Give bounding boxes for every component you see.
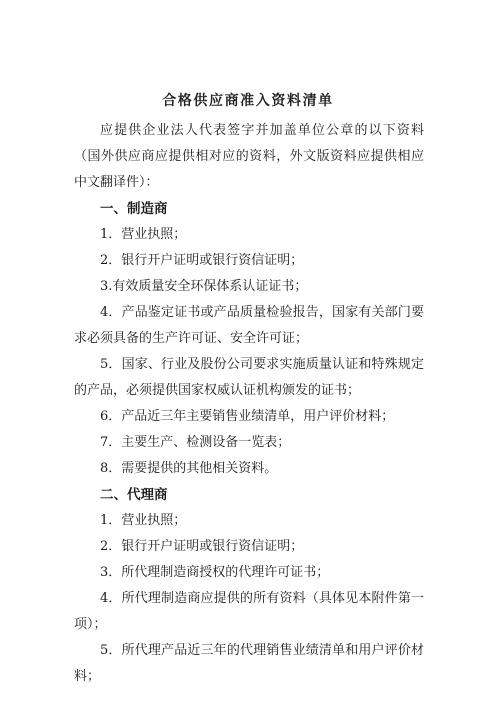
agent-item: 1．营业执照； — [100, 513, 187, 528]
intro-paragraph: 应提供企业法人代表签字并加盖单位公章的以下资料（国外供应商应提供相对应的资料，外文版资料应提供相应中文翻译件）： — [74, 123, 424, 190]
agent-item: 4．所代理制造商应提供的所有资料（具体见本附件第一项）； — [74, 591, 424, 632]
agent-item: 3．所代理制造商授权的代理许可证书； — [100, 565, 330, 580]
manufacturer-item: 4．产品鉴定证书或产品质量检验报告，国家有关部门要求必须具备的生产许可证、安全许可证； — [74, 305, 424, 346]
document-body — [74, 118, 424, 690]
manufacturer-item: 7．主要生产、检测设备一览表； — [100, 435, 291, 450]
agent-item: 5．所代理产品近三年的代理销售业绩清单和用户评价材料； — [74, 643, 424, 684]
manufacturer-item: 2．银行开户证明或银行资信证明； — [100, 253, 304, 268]
section-heading-manufacturer: 一、制造商 — [100, 201, 168, 217]
manufacturer-item: 5．国家、行业及股份公司要求实施质量认证和特殊规定的产品，必须提供国家权威认证机构颁发的证书； — [74, 357, 424, 398]
section-heading-agent: 二、代理商 — [100, 487, 168, 503]
manufacturer-item: 6．产品近三年主要销售业绩清单，用户评价材料； — [100, 409, 395, 424]
agent-item: 2．银行开户证明或银行资信证明； — [100, 539, 304, 554]
document-title: 合格供应商准入资料清单 — [162, 93, 334, 109]
manufacturer-item: 3.有效质量安全环保体系认证证书； — [100, 279, 308, 294]
manufacturer-item: 1．营业执照； — [100, 227, 187, 242]
manufacturer-item: 8．需要提供的其他相关资料。 — [100, 461, 278, 476]
